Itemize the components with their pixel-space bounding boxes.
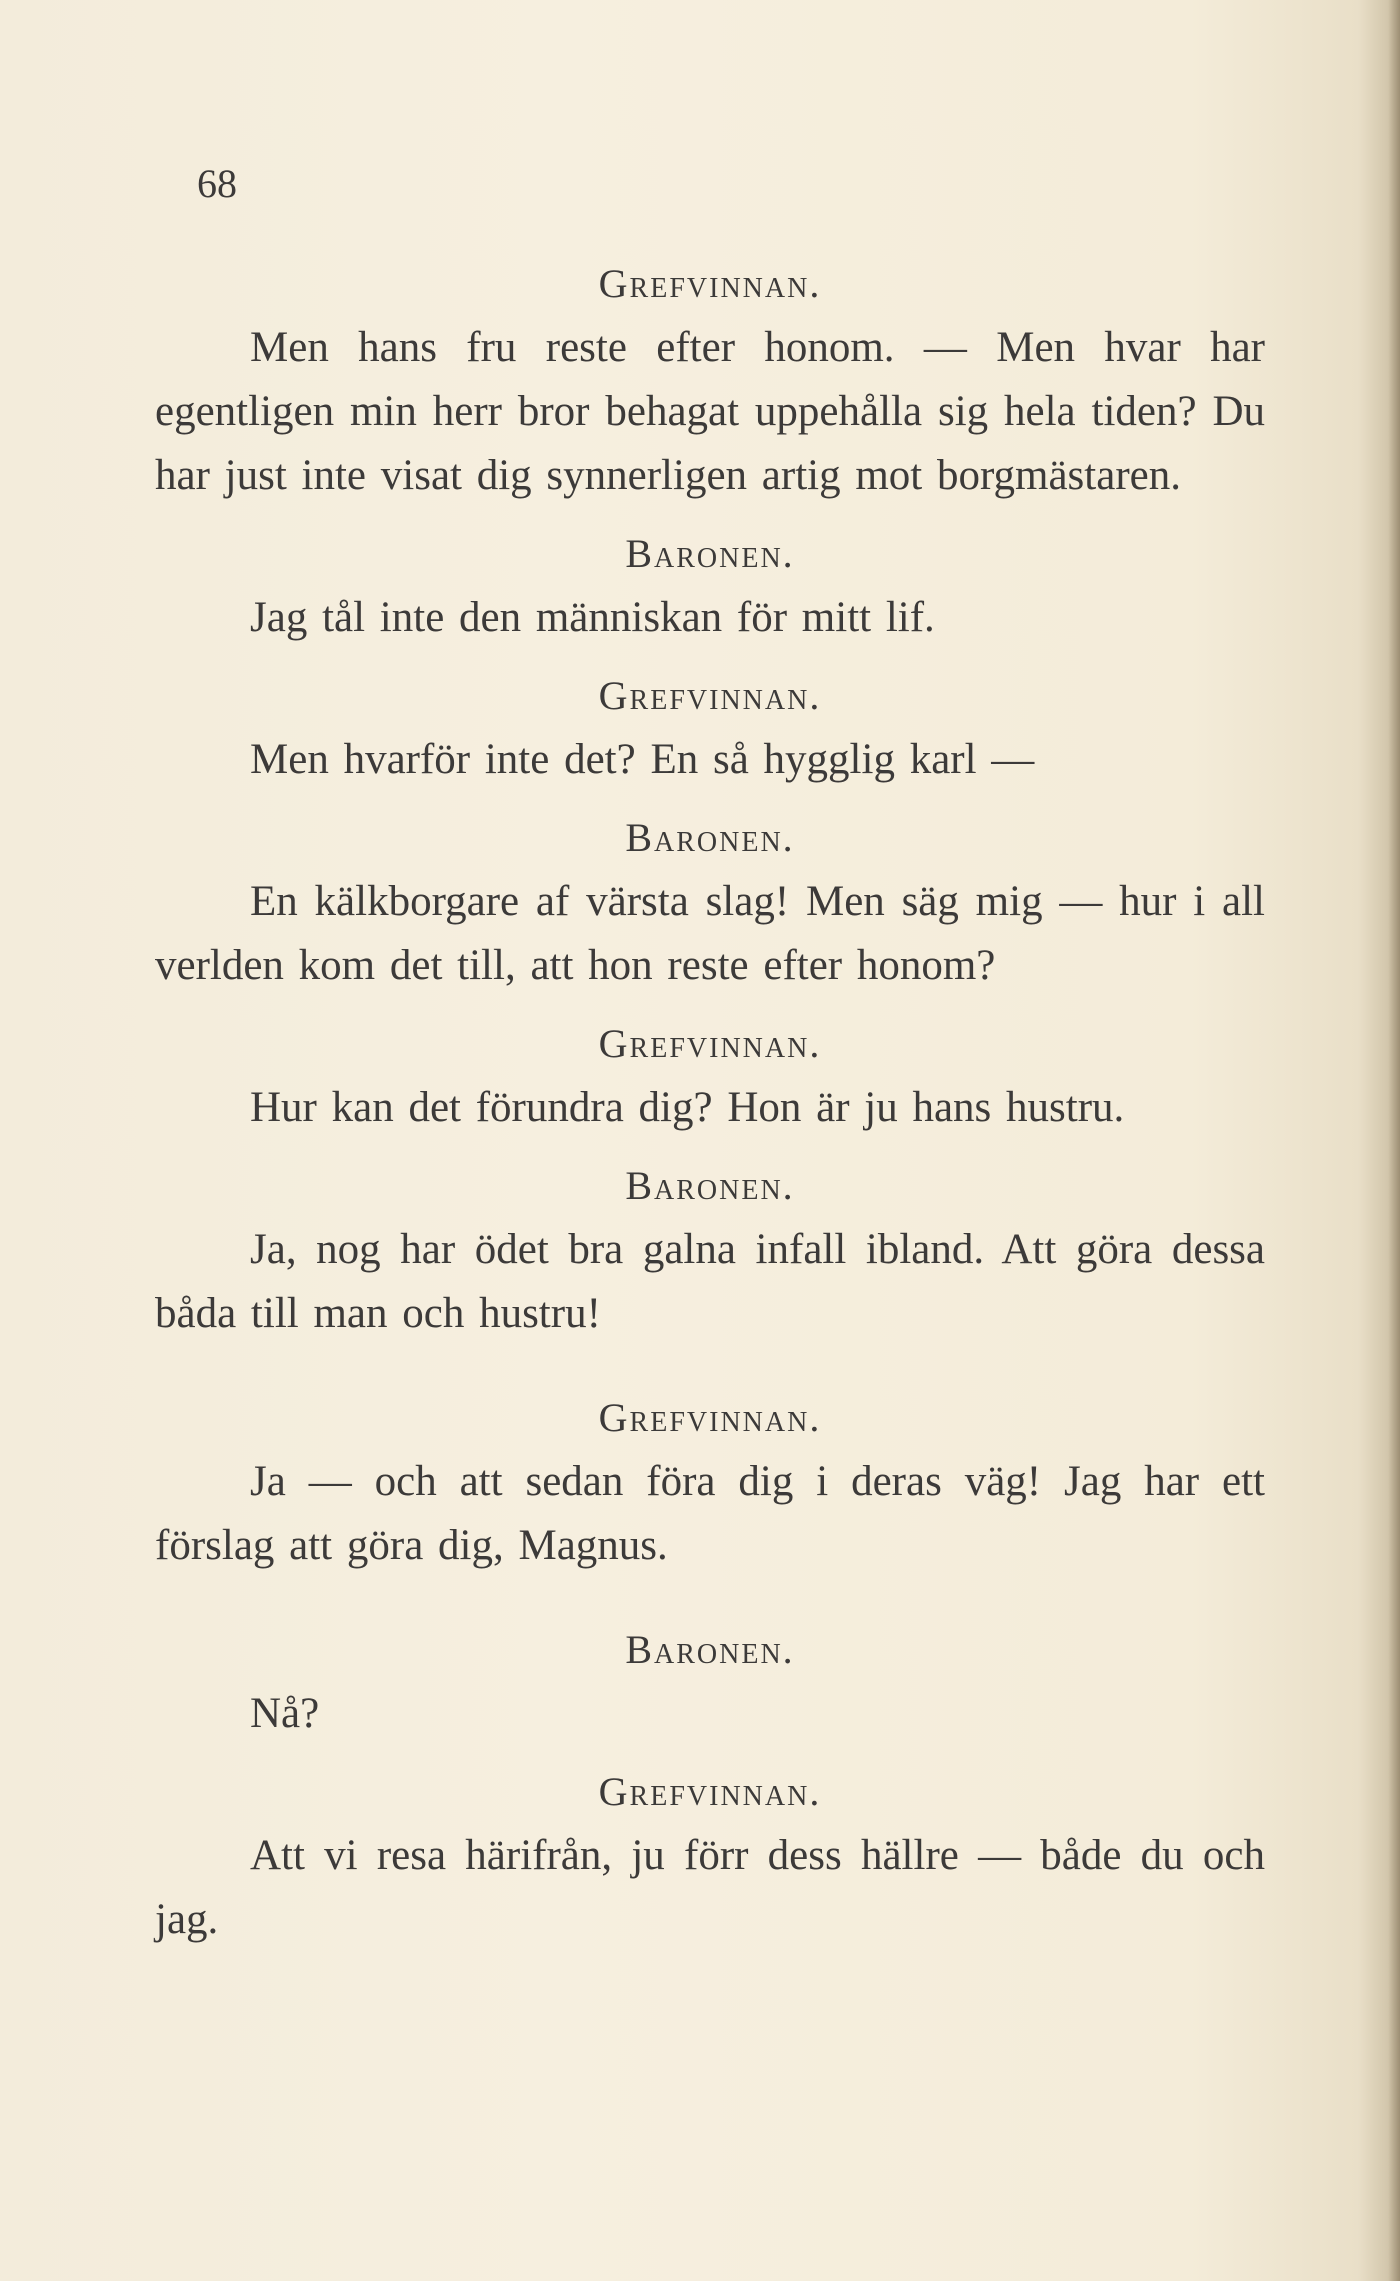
speech-text: Jag tål inte den människan för mitt lif. <box>250 594 935 641</box>
speaker-name: Baronen. <box>625 815 795 860</box>
speech-text: Nå? <box>250 1690 320 1737</box>
speech-text: Att vi resa härifrån, ju förr dess hällre — både du och jag. <box>155 1832 1265 1943</box>
speaker-name: Grefvinnan. <box>598 673 822 718</box>
speech-text: Men hans fru reste efter honom. — Men hvar har egentligen min herr bror behagat uppehålla sig hela tiden? Du har just inte visat dig synnerligen artig mot borgmästaren. <box>155 324 1265 499</box>
speaker-name: Baronen. <box>625 531 795 576</box>
speaker-name: Baronen. <box>625 1627 795 1672</box>
speech-text: Men hvarför inte det? En så hygglig karl — <box>250 736 1035 783</box>
speech-text: En kälkborgare af värsta slag! Men säg mig — hur i all verlden kom det till, att hon reste efter honom? <box>155 878 1265 989</box>
speech-text: Ja — och att sedan föra dig i deras väg! Jag har ett förslag att göra dig, Magnus. <box>155 1458 1265 1569</box>
dialogue-text <box>155 252 1265 1952</box>
page-number: 68 <box>197 161 237 206</box>
speaker-name: Grefvinnan. <box>598 1395 822 1440</box>
speech-text: Hur kan det förundra dig? Hon är ju hans hustru. <box>250 1084 1125 1131</box>
speaker-name: Grefvinnan. <box>598 1769 822 1814</box>
speaker-name: Baronen. <box>625 1163 795 1208</box>
speech-text: Ja, nog har ödet bra galna infall ibland. Att göra dessa båda till man och hustru! <box>155 1226 1265 1337</box>
page-edge-shadow <box>1388 0 1400 2281</box>
speaker-name: Grefvinnan. <box>598 1021 822 1066</box>
speaker-name: Grefvinnan. <box>598 261 822 306</box>
